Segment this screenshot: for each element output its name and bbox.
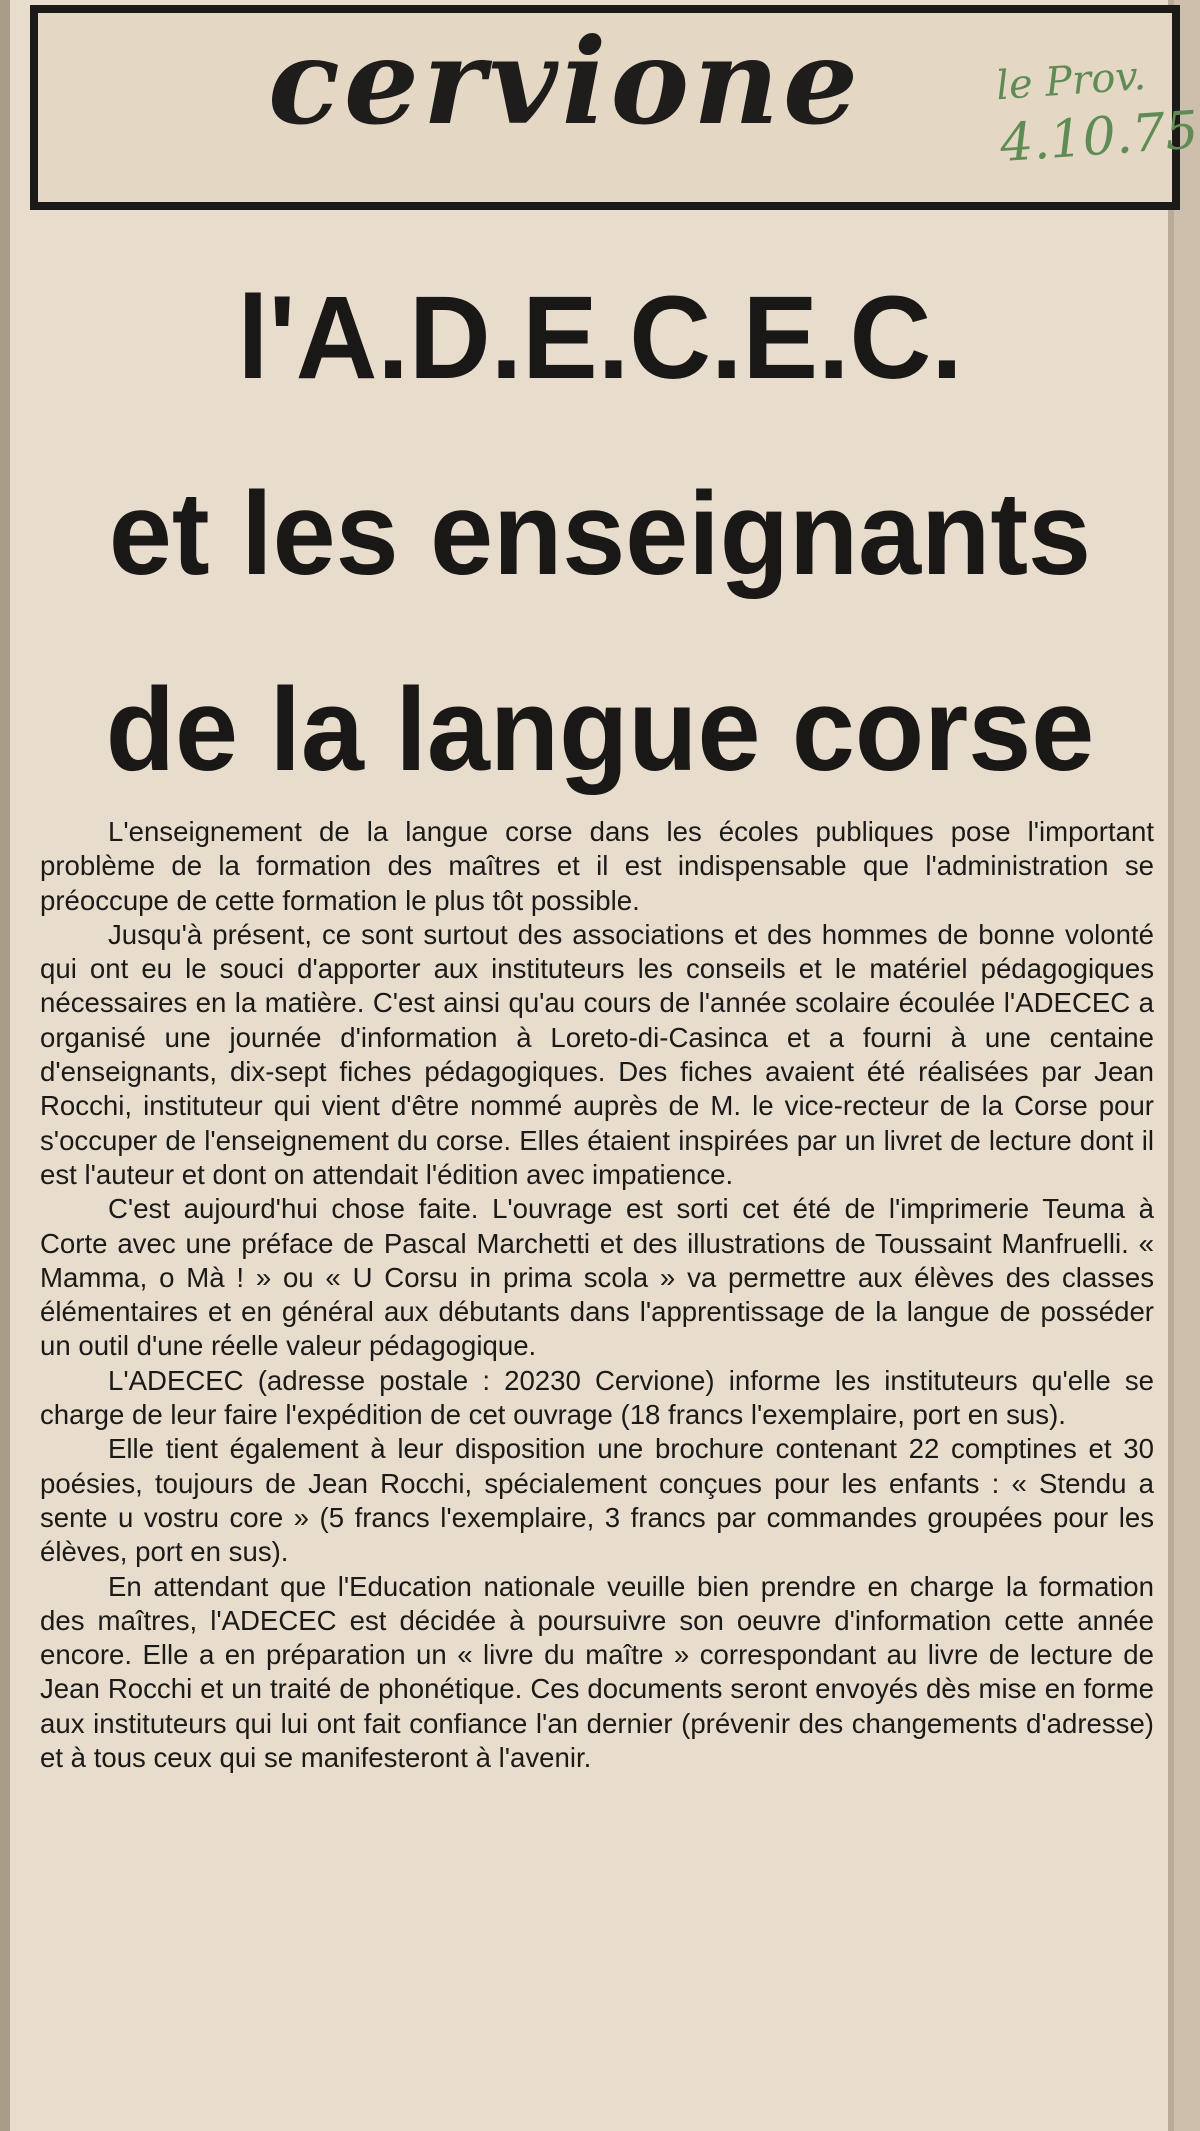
paragraph: En attendant que l'Education nationale veuille bien prendre en charge la formation des maîtres, l'ADECEC est décidée à poursuivre son oeuvre d'information cette année encore. Elle a en préparation un « livre du maître » correspondant au livre de lecture de Jean Rocchi et un traité de phonétique. Ces documents seront envoyés dès mise en forme aux instituteurs qui lui ont fait confiance l'an dernier (prévenir des changements d'adresse) et à tous ceux qui se manifesteront à l'avenir.: [40, 1570, 1154, 1774]
section-banner: [30, 5, 1200, 210]
handwritten-date: 4.10.75: [998, 100, 1200, 175]
handwritten-source: le Prov.: [994, 52, 1148, 110]
paragraph: C'est aujourd'hui chose faite. L'ouvrage est sorti cet été de l'imprimerie Teuma à Corte avec une préface de Pascal Marchetti et des illustrations de Toussaint Manfruelli. « Mamma, o Mà ! » ou « U Corsu in prima scola » va permettre aux élèves des classes élémentaires et en général aux débutants dans l'apprentissage de la langue de posséder un outil d'une réelle valeur pédagogique.: [40, 1193, 1154, 1362]
article-body: [40, 815, 1154, 1775]
paragraph: L'enseignement de la langue corse dans les écoles publiques pose l'important problème de la formation des maîtres et il est indispensable que l'administration se préoccupe de cette formation le plus tôt possible.: [40, 816, 1154, 916]
paragraph: Jusqu'à présent, ce sont surtout des associations et des hommes de bonne volonté qui ont eu le souci d'apporter aux instituteurs les conseils et le matériel pédagogiques nécessaires en la matière. C'est ainsi qu'au cours de l'année scolaire écoulée l'ADECEC a organisé une journée d'information à Loreto-di-Casinca et a fourni à une centaine d'enseignants, dix-sept fiches pédagogiques. Des fiches avaient été réalisées par Jean Rocchi, instituteur qui vient d'être nommé auprès de M. le vice-recteur de la Corse pour s'occuper de l'enseignement du corse. Elles étaient inspirées par un livret de lecture dont il est l'auteur et dont on attendait l'édition avec impatience.: [40, 918, 1154, 1190]
headline-line-3: de la langue corse: [105, 664, 1095, 796]
paragraph: L'ADECEC (adresse postale : 20230 Cervione) informe les instituteurs qu'elle se charge de leur faire l'expédition de cet ouvrage (18 francs l'exemplaire, port en sus).: [40, 1364, 1154, 1431]
section-title: cervione: [268, 12, 863, 151]
paragraph: Elle tient également à leur disposition une brochure contenant 22 comptines et 30 poésies, toujours de Jean Rocchi, spécialement conçues pour les enfants : « Stendu a sente u vostru core » (5 francs l'exemplaire, 3 francs par commandes groupées pour les élèves, port en sus).: [40, 1433, 1154, 1568]
headline-line-1: l'A.D.E.C.E.C.: [237, 272, 963, 404]
handwritten-note: [994, 45, 1200, 175]
headline-line-2: et les enseignants: [108, 468, 1092, 600]
article-headline: [53, 240, 1147, 828]
